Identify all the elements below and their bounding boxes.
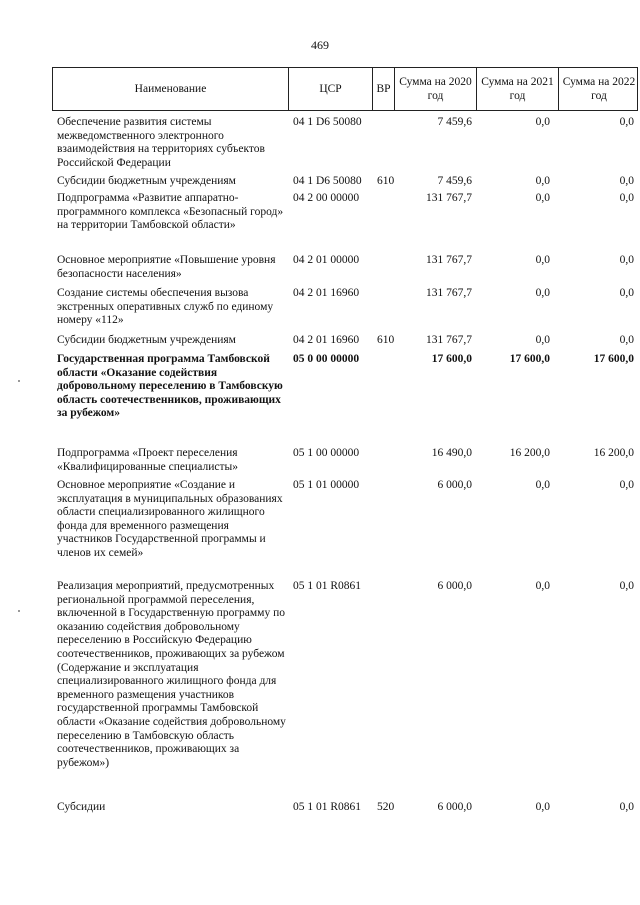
- row-name: Создание системы обеспечения вызова экстренных оперативных служб по единому номеру «112»: [57, 287, 274, 327]
- row-sum-2020: 131 767,7: [426, 192, 472, 204]
- row-name: Подпрограмма «Развитие аппаратно-программного комплекса «Безопасный город» на территории Тамбовской области»: [57, 192, 284, 232]
- row-csr: 04 2 01 00000: [293, 254, 360, 266]
- row-csr: 04 2 01 16960: [293, 287, 360, 299]
- row-sum-2020: 6 000,0: [437, 580, 472, 592]
- row-name: Обеспечение развития системы межведомственного электронного взаимодействия на территориях субъектов Российской Федерации: [57, 116, 265, 169]
- row-csr: 05 1 01 R0861: [293, 580, 362, 592]
- row-sum-2021: 0,0: [535, 287, 550, 299]
- row-csr: 04 2 00 00000: [293, 192, 360, 204]
- row-sum-2021: 0,0: [535, 479, 550, 491]
- row-sum-2022: 0,0: [619, 175, 634, 187]
- row-name: Реализация мероприятий, предусмотренных региональной программой переселения, включенной в Государственную программу по оказанию содействия добровольному переселению в Российскую Федерацию соотечественников, проживающих за рубежом (Содержание и эксплуатация специализированного жилищного фонда для временного размещения участников государственной программы Тамбовской области «Оказание содействия добровольному переселению в Тамбовскую область соотечественников, проживающих за рубежом»): [57, 580, 286, 769]
- header-csr: ЦСР: [289, 68, 373, 110]
- row-sum-2020: 6 000,0: [437, 801, 472, 813]
- row-name: Основное мероприятие «Повышение уровня безопасности населения»: [57, 254, 276, 280]
- row-vr: 610: [377, 175, 395, 187]
- row-sum-2022: 17 600,0: [593, 353, 634, 365]
- row-csr: 04 2 01 16960: [293, 334, 360, 346]
- row-name: Субсидии бюджетным учреждениям: [57, 334, 236, 346]
- row-sum-2021: 0,0: [535, 254, 550, 266]
- row-sum-2020: 131 767,7: [426, 287, 472, 299]
- row-sum-2022: 0,0: [619, 334, 634, 346]
- row-sum-2021: 0,0: [535, 192, 550, 204]
- row-sum-2022: 16 200,0: [593, 447, 634, 459]
- row-sum-2020: 7 459,6: [437, 175, 472, 187]
- row-vr: 610: [377, 334, 395, 346]
- row-sum-2020: 16 490,0: [431, 447, 472, 459]
- header-sum-2021: Сумма на 2021 год: [477, 68, 559, 110]
- header-vr: ВР: [373, 68, 395, 110]
- row-sum-2021: 0,0: [535, 580, 550, 592]
- row-sum-2020: 6 000,0: [437, 479, 472, 491]
- row-csr: 05 1 01 R0861: [293, 801, 362, 813]
- row-sum-2021: 0,0: [535, 334, 550, 346]
- row-sum-2021: 0,0: [535, 175, 550, 187]
- row-sum-2020: 7 459,6: [437, 116, 472, 128]
- row-sum-2020: 17 600,0: [431, 353, 472, 365]
- row-sum-2021: 16 200,0: [509, 447, 550, 459]
- row-sum-2022: 0,0: [619, 254, 634, 266]
- page-number: 469: [311, 38, 329, 52]
- row-name: Подпрограмма «Проект переселения «Квалифицированные специалисты»: [57, 447, 238, 473]
- row-sum-2020: 131 767,7: [426, 254, 472, 266]
- row-sum-2022: 0,0: [619, 287, 634, 299]
- header-name: Наименование: [53, 68, 289, 110]
- header-sum-2022: Сумма на 2022 год: [562, 76, 636, 102]
- header-sum-2020: Сумма на 2020 год: [395, 68, 477, 110]
- row-csr: 05 1 00 00000: [293, 447, 360, 459]
- scan-speck: [18, 610, 20, 612]
- row-name: Государственная программа Тамбовской области «Оказание содействия добровольному переселению в Тамбовскую область соотечественников, проживающих за рубежом»: [57, 353, 283, 420]
- row-sum-2022: 0,0: [619, 116, 634, 128]
- scan-speck: [18, 380, 20, 382]
- row-csr: 04 1 D6 50080: [293, 175, 362, 187]
- row-sum-2021: 17 600,0: [509, 353, 550, 365]
- row-vr: 520: [377, 801, 395, 813]
- row-sum-2022: 0,0: [619, 192, 634, 204]
- row-sum-2022: 0,0: [619, 479, 634, 491]
- table-header: [52, 67, 638, 111]
- row-csr: 05 1 01 00000: [293, 479, 360, 491]
- row-name: Субсидии: [57, 801, 106, 813]
- row-csr: 04 1 D6 50080: [293, 116, 362, 128]
- row-sum-2022: 0,0: [619, 580, 634, 592]
- row-sum-2020: 131 767,7: [426, 334, 472, 346]
- row-csr: 05 0 00 00000: [293, 353, 360, 365]
- row-sum-2022: 0,0: [619, 801, 634, 813]
- row-sum-2021: 0,0: [535, 801, 550, 813]
- row-sum-2021: 0,0: [535, 116, 550, 128]
- row-name: Основное мероприятие «Создание и эксплуатация в муниципальных образованиях области специализированного жилищного фонда для временного размещения участников Государственной программы и членов их семей»: [57, 479, 283, 559]
- row-name: Субсидии бюджетным учреждениям: [57, 175, 236, 187]
